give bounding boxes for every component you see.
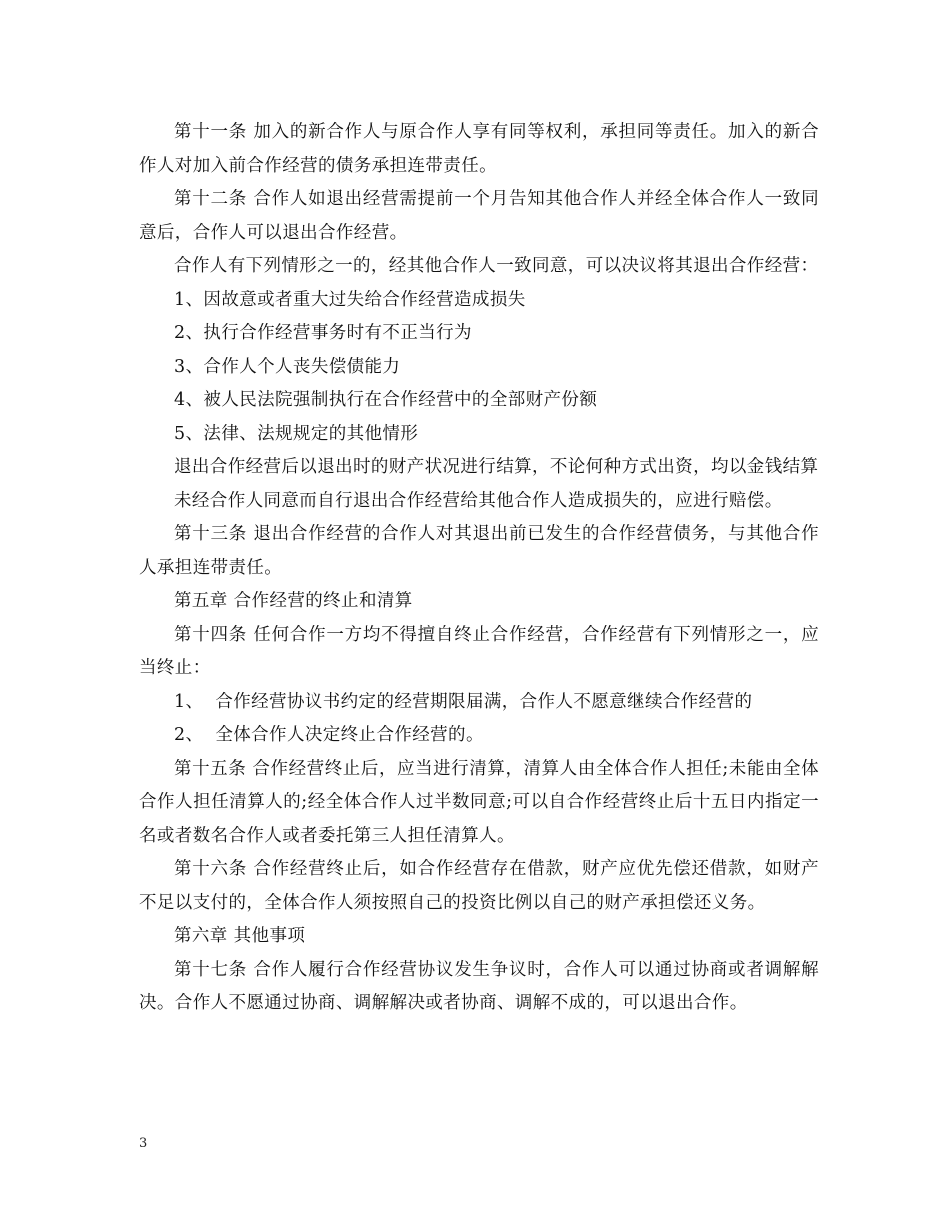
list-item: 3、合作人个人丧失偿债能力 (174, 356, 401, 377)
list-item: 5、法律、法规规定的其他情形 (174, 423, 419, 444)
page-number: 3 (139, 1136, 148, 1151)
compensation-paragraph: 未经合作人同意而自行退出合作经营给其他合作人造成损失的，应进行赔偿。 (174, 490, 783, 511)
settlement-paragraph: 退出合作经营后以退出时的财产状况进行结算，不论何种方式出资，均以金钱结算 (174, 457, 819, 477)
article-16: 第十六条 合作经营终止后，如合作经营存在借款，财产应优先偿还借款，如财产不足以支付的，全体合作人须按照自己的投资比例以自己的财产承担偿还义务。 (139, 859, 819, 913)
article-12: 第十二条 合作人如退出经营需提前一个月告知其他合作人并经全体合作人一致同意后，合作人可以退出合作经营。 (139, 189, 819, 243)
list-item: 2、执行合作经营事务时有不正当行为 (174, 323, 472, 343)
article-14: 第十四条 任何合作一方均不得擅自终止合作经营，合作经营有下列情形之一，应当终止： (139, 624, 819, 678)
article-17: 第十七条 合作人履行合作经营协议发生争议时，合作人可以通过协商或者调解解决。合作人不愿通过协商、调解解决或者协商、调解不成的，可以退出合作。 (139, 959, 819, 1013)
chapter-6-heading: 第六章 其他事项 (174, 926, 306, 946)
list-item: 2、 全体合作人决定终止合作经营的。 (174, 725, 484, 745)
list-item: 1、因故意或者重大过失给合作经营造成损失 (174, 289, 526, 310)
withdrawal-conditions-intro: 合作人有下列情形之一的，经其他合作人一致同意，可以决议将其退出合作经营： (174, 256, 819, 276)
article-15: 第十五条 合作经营终止后，应当进行清算，清算人由全体合作人担任;未能由全体合作人担任清算人的;经全体合作人过半数同意;可以自合作经营终止后十五日内指定一名或者数名合作人或者委托第三人担任清算人。 (139, 758, 819, 846)
list-item: 4、被人民法院强制执行在合作经营中的全部财产份额 (174, 390, 598, 410)
article-13: 第十三条 退出合作经营的合作人对其退出前已发生的合作经营债务，与其他合作人承担连带责任。 (139, 524, 819, 578)
document-body (139, 116, 819, 1021)
list-item: 1、 合作经营协议书约定的经营期限届满，合作人不愿意继续合作经营的 (174, 691, 753, 712)
chapter-5-heading: 第五章 合作经营的终止和清算 (174, 591, 413, 611)
article-11: 第十一条 加入的新合作人与原合作人享有同等权利，承担同等责任。加入的新合作人对加入前合作经营的债务承担连带责任。 (139, 122, 819, 176)
